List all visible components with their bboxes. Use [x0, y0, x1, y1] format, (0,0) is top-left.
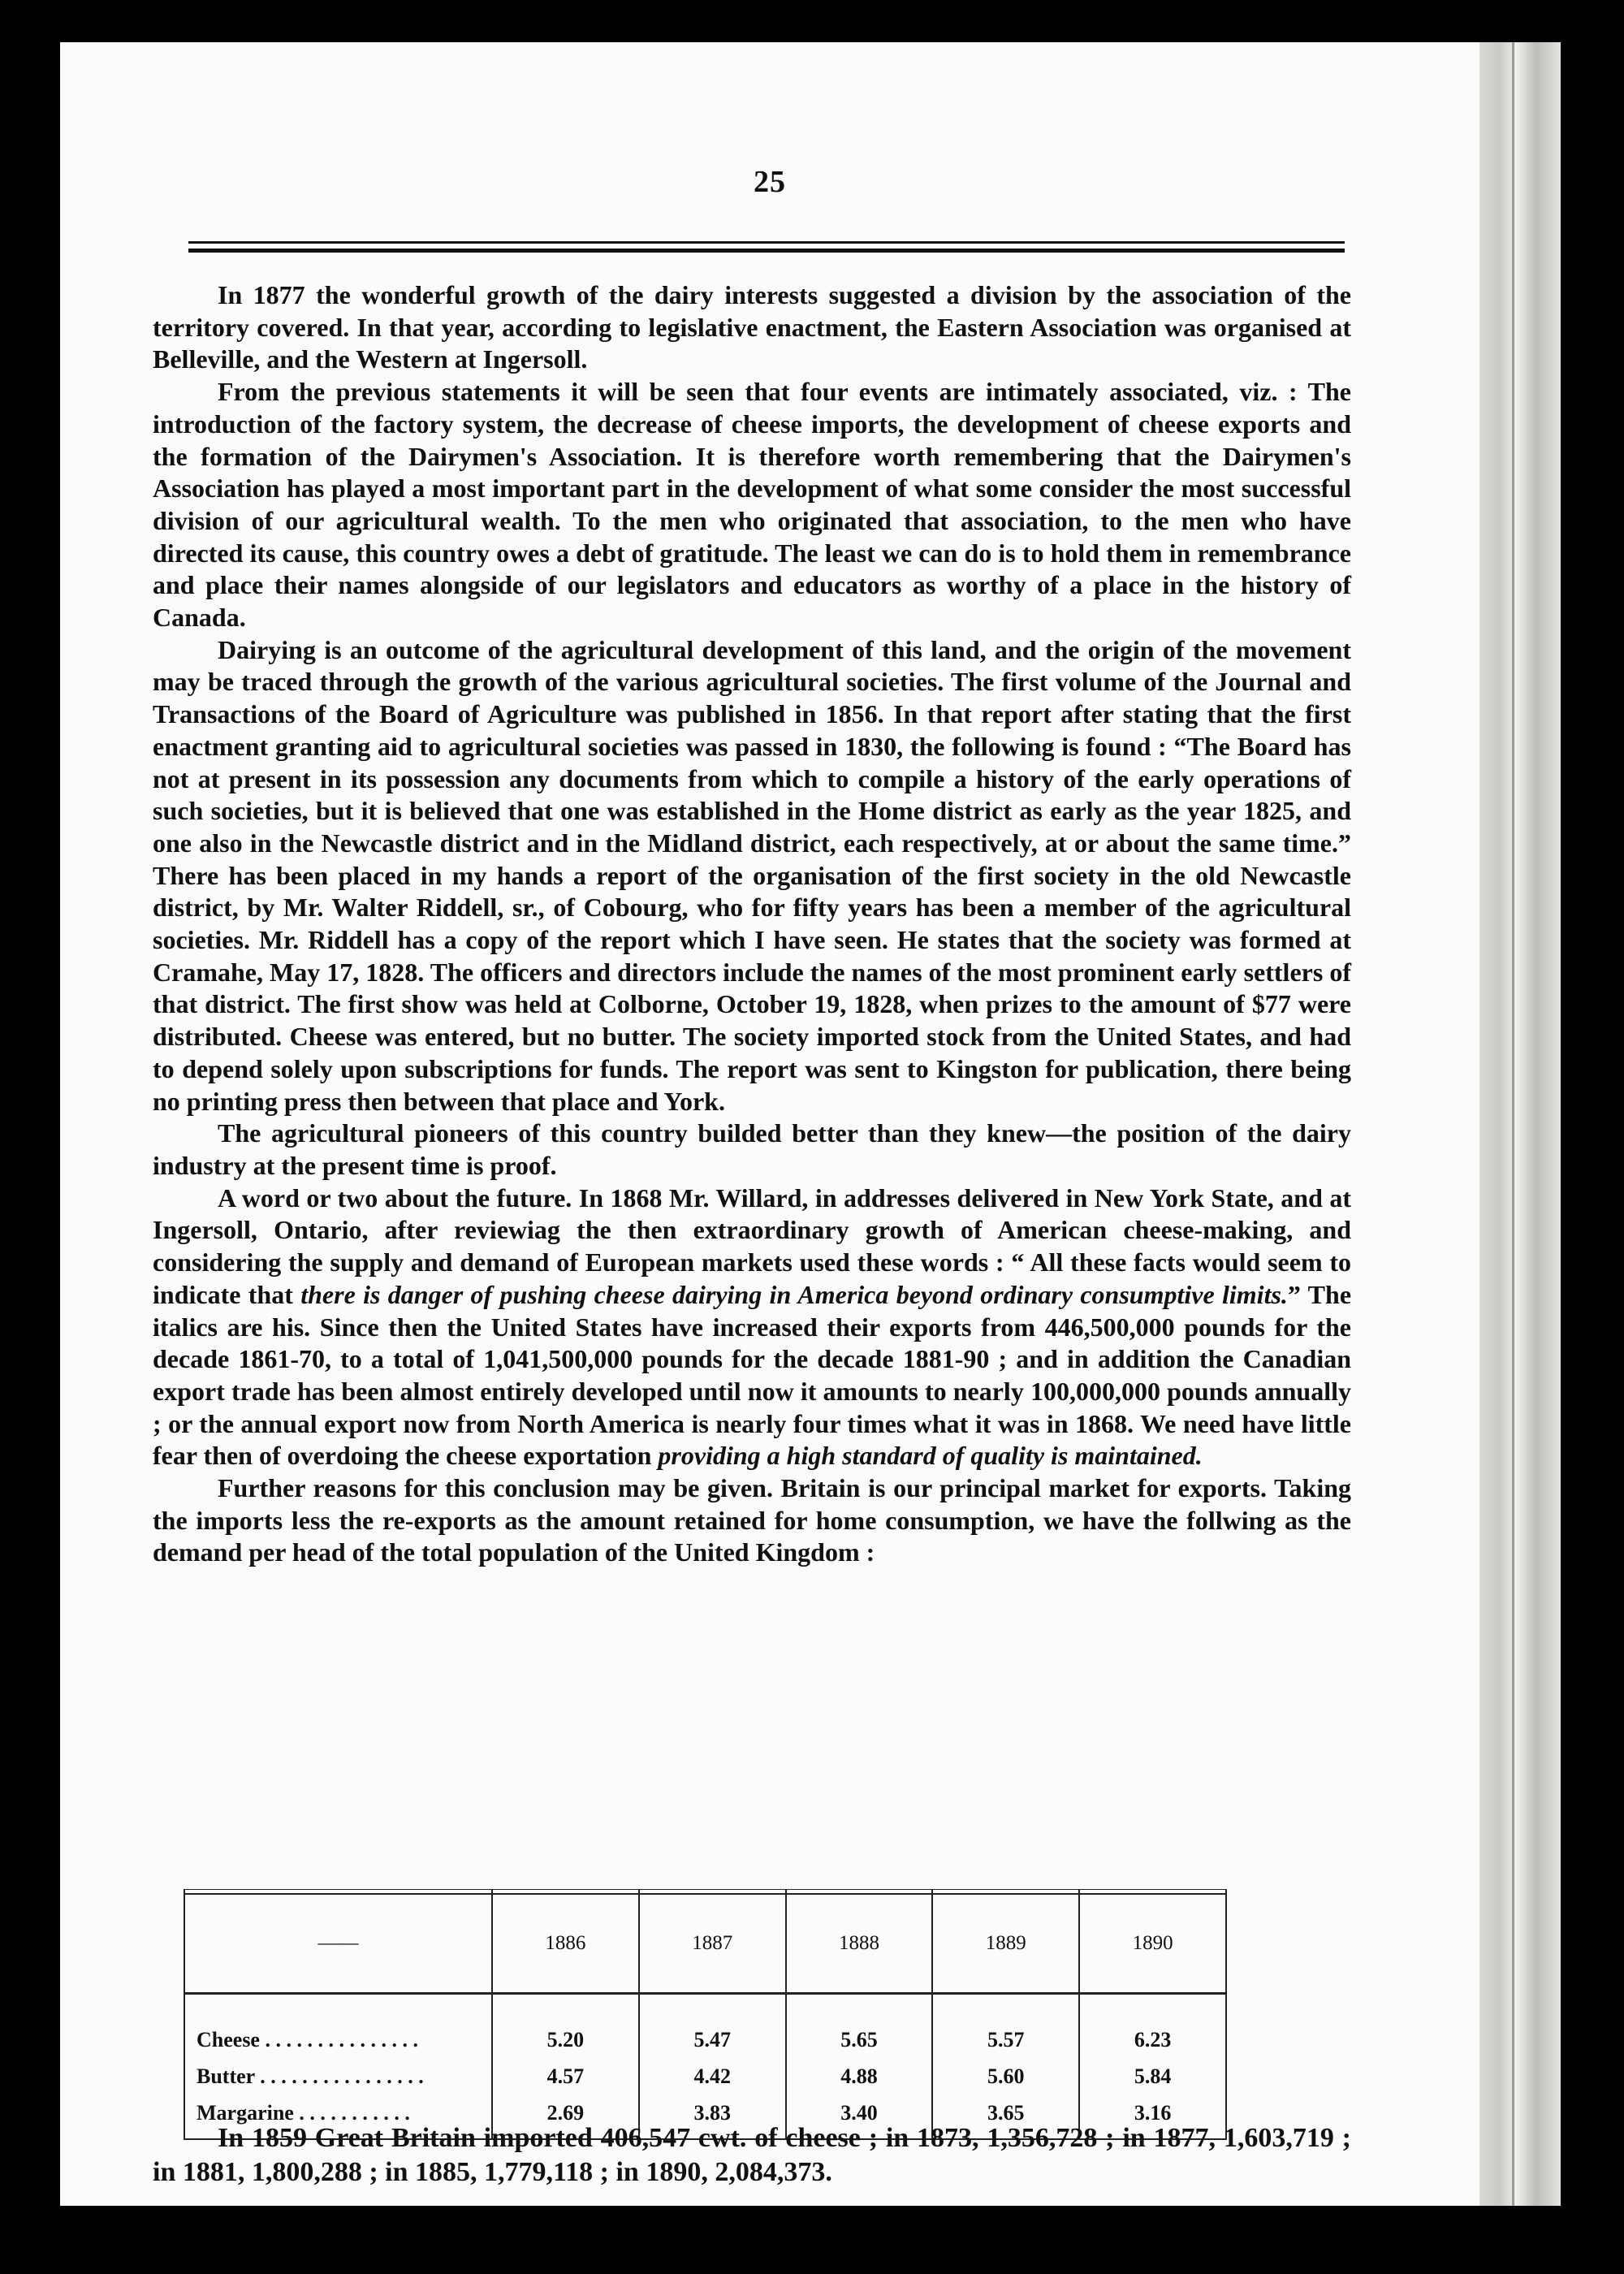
table-cell: 3.40 [786, 2095, 933, 2139]
page-number: 25 [754, 165, 786, 199]
table-cell: 4.88 [786, 2058, 933, 2095]
paragraph: The agricultural pioneers of this country builded better than they knew—the position of the dairy industry at the present time is proof. [153, 1118, 1351, 1180]
row-label: Cheese . . . . . . . . . . . . . . . [184, 1994, 492, 2059]
table-cell: 5.84 [1079, 2058, 1226, 2095]
table-cell: 3.83 [639, 2095, 786, 2139]
table-cell: 2.69 [492, 2095, 639, 2139]
closing-text: In 1859 Great Britain imported 406,547 cwt. of cheese ; in 1873, 1,356,728 ; in 1877, 1,603,719 ; in 1881, 1,800,288 ; in 1885, 1,779,118 ; in 1890, 2,084,373. [153, 2123, 1351, 2187]
year-header: 1888 [786, 1894, 933, 1994]
table-cell: 5.57 [932, 1994, 1079, 2059]
table-cell: 5.20 [492, 1994, 639, 2059]
year-header: 1886 [492, 1894, 639, 1994]
italic-quote: there is danger of pushing cheese dairying in America beyond ordinary consumptive limits. [300, 1279, 1288, 1309]
year-header: 1889 [932, 1894, 1079, 1994]
year-header: 1890 [1079, 1894, 1226, 1994]
table-cell: 5.47 [639, 1994, 786, 2059]
scan-border-left [0, 0, 60, 2274]
table-cell: 5.65 [786, 1994, 933, 2059]
paragraph-willard [153, 1182, 1351, 1472]
paragraph: From the previous statements it will be seen that four events are intimately associated, viz. : The introduction of the factory system, the decrease of cheese imports, the development of cheese exports and the formation of the Dairymen's Association. It is therefore worth remembering that the Dairymen's Association has played a most important part in the development of what some consider the most successful division of our agricultural wealth. To the men who originated that association, to the men who have directed its cause, this country owes a debt of gratitude. The least we can do is to hold them in remembrance and place their names alongside of our legislators and educators as worthy of a place in the history of Canada. [153, 377, 1351, 633]
closing-paragraph [153, 2121, 1351, 2190]
table-row [184, 1994, 1226, 2059]
header-rule-thick [188, 249, 1345, 253]
text-run: A word or two about the future. In 1868 Mr. Willard, in addresses delivered in New York State, and at Ingersoll, Ontario, after reviewiag the then extraordinary growth of American cheese-making, and considering the supply and demand of European markets used these words : “ All these facts would seem to indicate that [153, 1182, 1351, 1309]
row-label: Butter . . . . . . . . . . . . . . . . [184, 2058, 492, 2095]
paragraph: Dairying is an outcome of the agricultural development of this land, and the origin of the movement may be traced through the growth of the various agricultural societies. The first volume of the Journal and Transactions of the Board of Agriculture was published in 1856. In that report after stating that the first enactment granting aid to agricultural societies was passed in 1830, the following is found : “The Board has not at present in its possession any documents from which to compile a history of the early operations of such societies, but it is believed that one was established in the Home district as early as the year 1825, and one also in the Newcastle district and in the Midland district, each respectively, at or about the same time.” There has been placed in my hands a report of the organisation of the first society in the old Newcastle district, by Mr. Walter Riddell, sr., of Cobourg, who for fifty years has been a member of the agricultural societies. Mr. Riddell has a copy of the report which I have seen. He states that the society was formed at Cramahe, May 17, 1828. The officers and directors include the names of the most prominent early settlers of that district. The first show was held at Colborne, October 19, 1828, when prizes to the amount of $77 were distributed. Cheese was entered, but no butter. The society imported stock from the United States, and had to depend solely upon subscriptions for funds. The report was sent to Kingston for publication, there being no printing press then between that place and York. [153, 634, 1351, 1116]
body-text [153, 279, 1351, 1569]
text-run: ” The italics are his. Since then the United States have increased their exports from 446,500,000 pounds for the decade 1861-70, to a total of 1,041,500,000 pounds for the decade 1881-90 ; and in addition the Canadian export trade has been almost entirely developed until now it amounts to nearly 100,000,000 pounds annually ; or the annual export now from North America is nearly four times what it was in 1868. We need have little fear then of overdoing the cheese exportation [153, 1279, 1352, 1471]
table-cell: 3.65 [932, 2095, 1079, 2139]
paragraph: In 1877 the wonderful growth of the dairy interests suggested a division by the association of the territory covered. In that year, according to legislative enactment, the Eastern Association was organised at Belleville, and the Western at Ingersoll. [153, 280, 1351, 374]
demand-table-container [184, 1889, 1227, 2140]
header-rule [188, 241, 1345, 244]
table-cell: 3.16 [1079, 2095, 1226, 2139]
table-cell: 4.57 [492, 2058, 639, 2095]
year-header: 1887 [639, 1894, 786, 1994]
table-cell: 4.42 [639, 2058, 786, 2095]
italic-emphasis: providing a high standard of quality is maintained. [658, 1441, 1203, 1471]
table-cell: 5.60 [932, 2058, 1079, 2095]
paragraph: Further reasons for this conclusion may be given. Britain is our principal market for exports. Taking the imports less the re-exports as the amount retained for home consumption, we have the follwing as the demand per head of the total population of the United Kingdom : [153, 1473, 1351, 1567]
book-page-edges [1479, 42, 1561, 2206]
demand-per-head-table [184, 1889, 1227, 2140]
table-row [184, 2058, 1226, 2095]
table-corner: —— [184, 1894, 492, 1994]
table-cell: 6.23 [1079, 1994, 1226, 2059]
row-label: Margarine . . . . . . . . . . . [184, 2095, 492, 2139]
document-page [60, 42, 1479, 2206]
table-header-row [184, 1894, 1226, 1994]
